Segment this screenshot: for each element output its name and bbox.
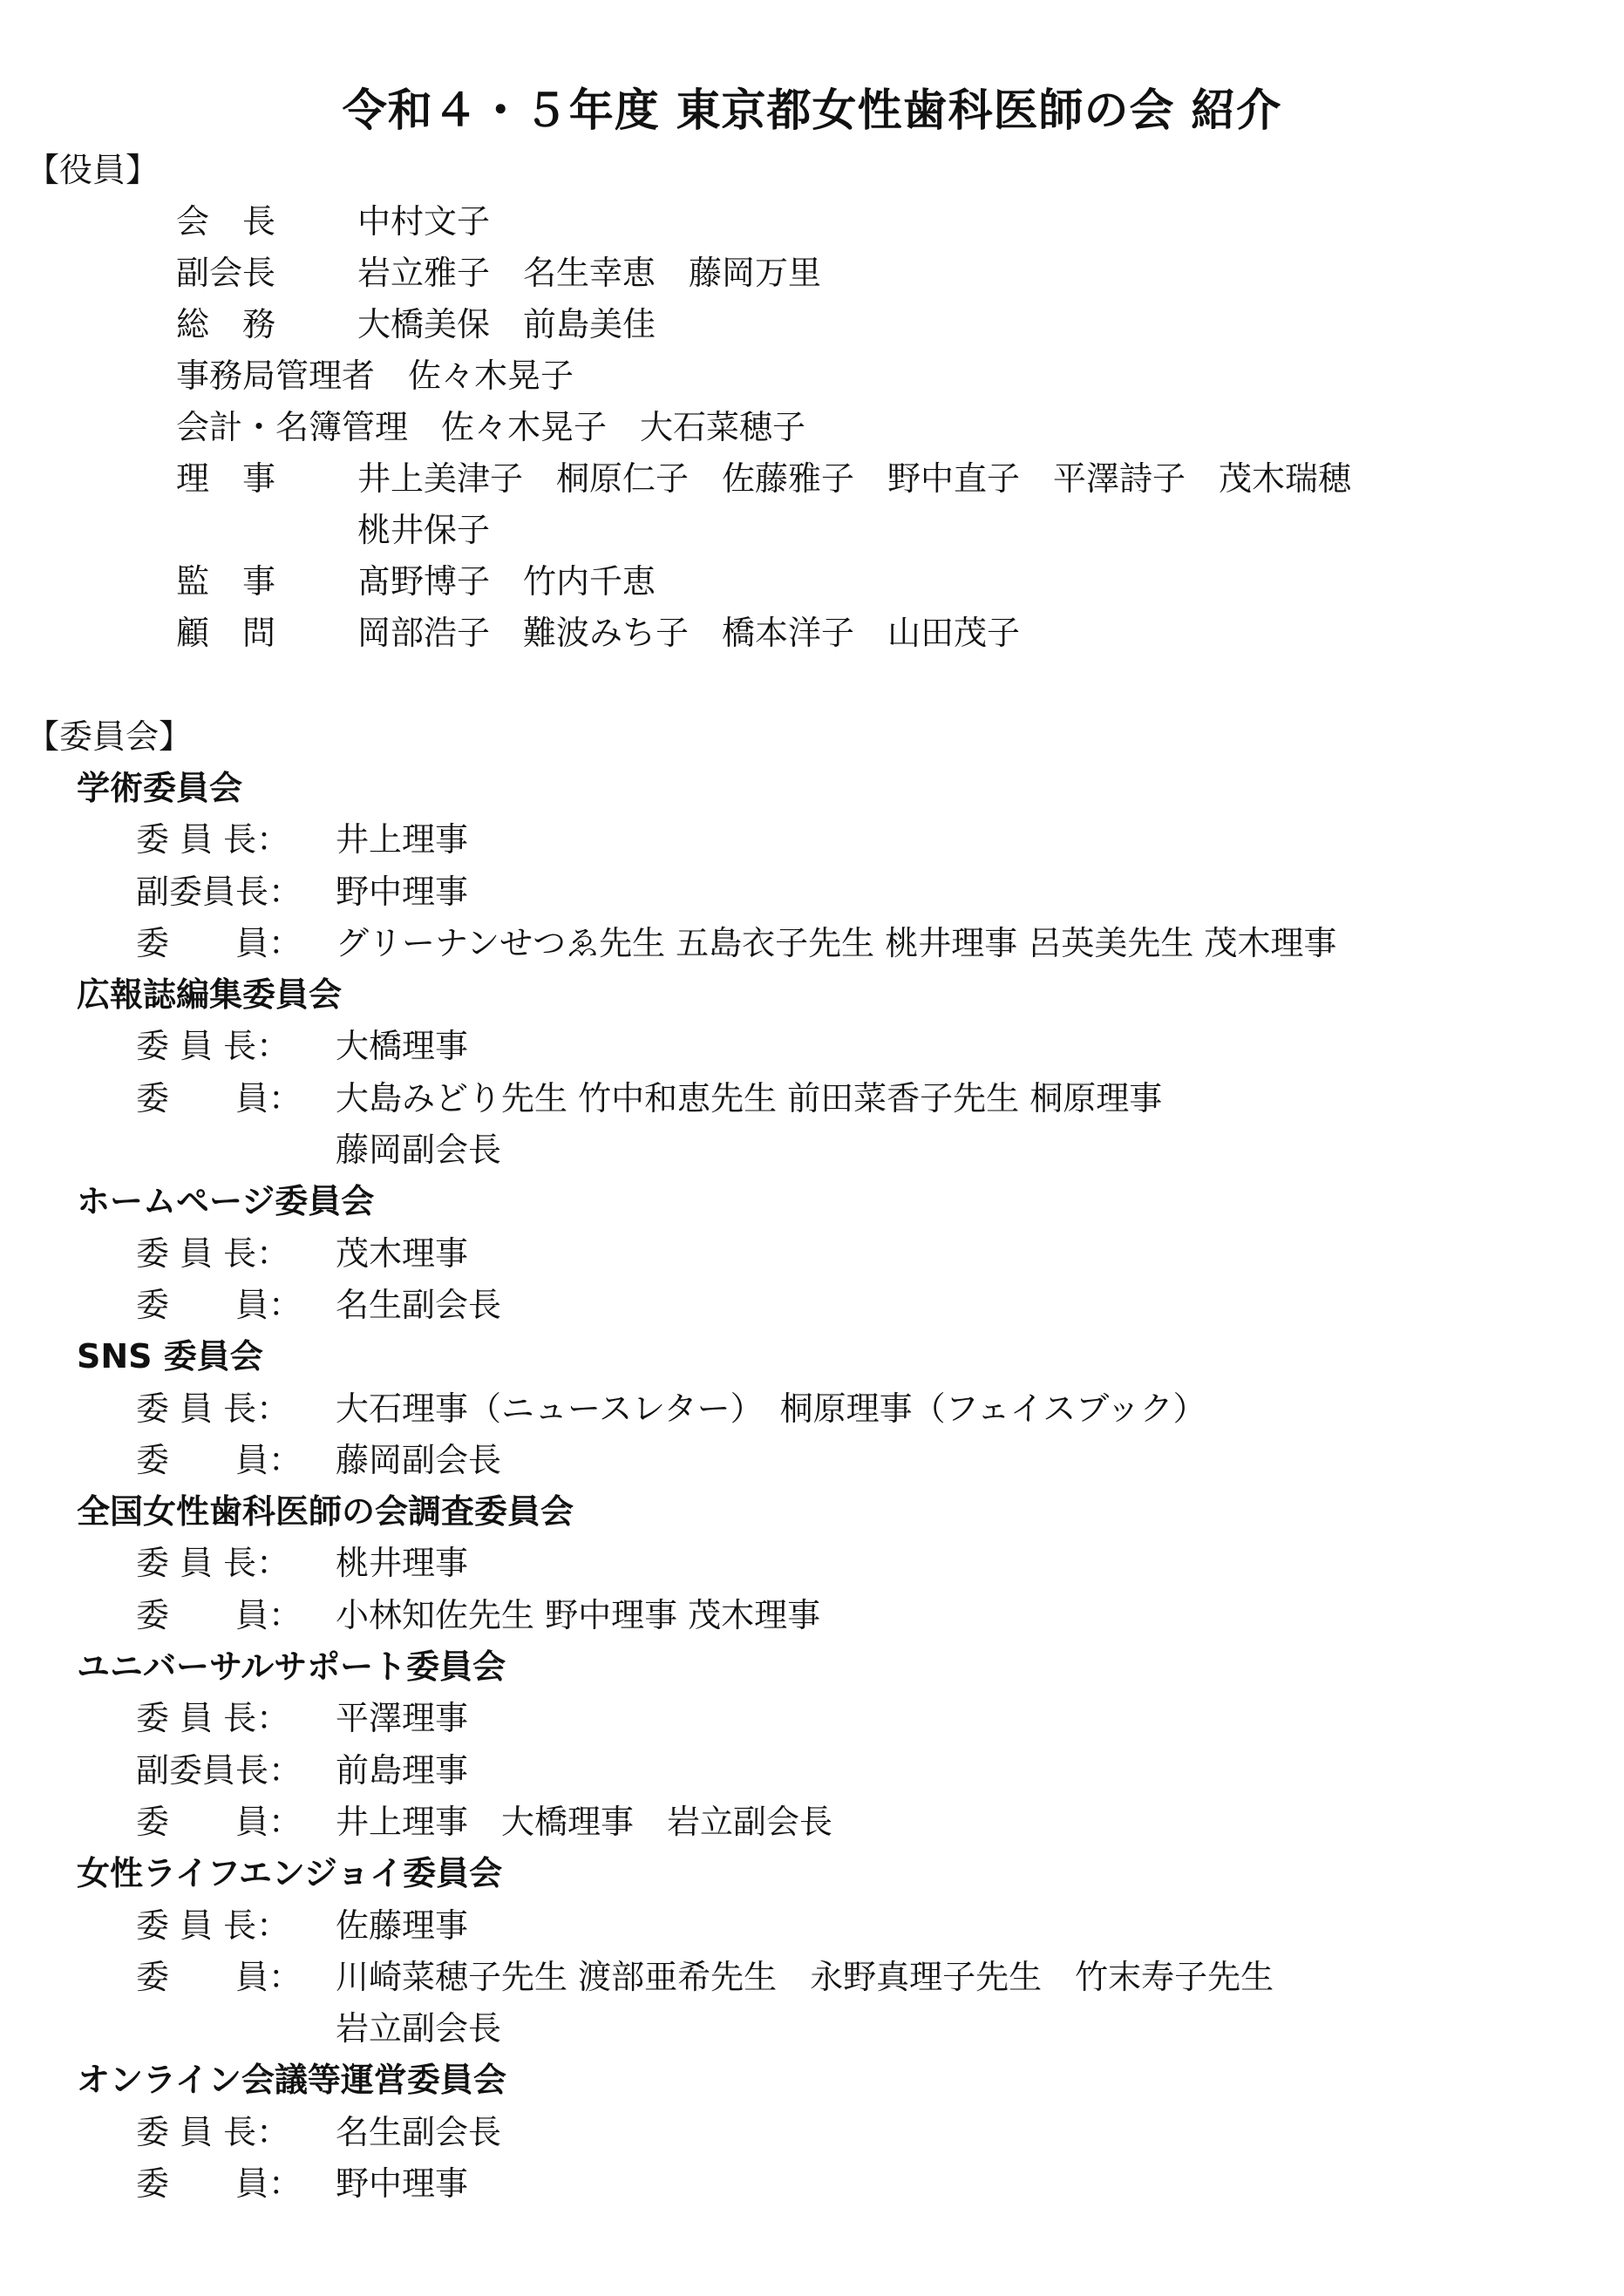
committee-name: 学術委員会 bbox=[77, 769, 243, 807]
committee-name: ホームページ委員会 bbox=[77, 1182, 375, 1221]
member-role: 委 員： bbox=[136, 1802, 302, 1841]
committee-name: SNS 委員会 bbox=[77, 1337, 263, 1376]
member-row bbox=[77, 814, 574, 866]
member-names: 岩立副会長 bbox=[336, 2009, 502, 2048]
member-names: 茂木理事 bbox=[336, 1233, 469, 1273]
member-role: 委 員 長： bbox=[136, 1544, 290, 1583]
member-names: 野中理事 bbox=[336, 2164, 469, 2204]
member-names: 藤岡副会長 bbox=[336, 1440, 502, 1479]
member-row bbox=[77, 1797, 833, 1848]
member-names: グリーナンせつゑ先生 五島衣子先生 桃井理事 呂英美先生 茂木理事 bbox=[336, 923, 1337, 962]
member-names: 藤岡副会長 bbox=[336, 1131, 502, 1170]
member-row bbox=[77, 1280, 574, 1331]
member-names: 大橋理事 bbox=[336, 1027, 469, 1066]
member-row bbox=[77, 1590, 821, 1641]
member-role: 副委員長： bbox=[136, 872, 302, 911]
committee-name: ユニバーサルサポート委員会 bbox=[77, 1647, 506, 1687]
committee-section bbox=[77, 969, 1163, 1176]
member-names: 大石理事（ニュースレター） 桐原理事（フェイスブック） bbox=[336, 1389, 1206, 1428]
member-names: 名生副会長 bbox=[336, 1285, 502, 1324]
member-row bbox=[77, 2158, 574, 2210]
member-role: 委 員 長： bbox=[136, 820, 290, 859]
officer-names: 中村文子 bbox=[357, 202, 491, 241]
member-row bbox=[77, 1073, 1163, 1124]
officers-heading: 【役員】 bbox=[26, 151, 160, 189]
officer-names: 桃井保子 bbox=[357, 511, 491, 549]
member-row bbox=[77, 1435, 574, 1486]
committee-section bbox=[77, 1331, 1206, 1486]
officer-names: 髙野博子 竹内千恵 bbox=[357, 562, 656, 601]
officer-role: 会 長 bbox=[176, 202, 276, 241]
member-names: 大島みどり先生 竹中和恵先生 前田菜香子先生 桐原理事 bbox=[336, 1078, 1163, 1117]
member-names: 平澤理事 bbox=[336, 1699, 469, 1738]
member-role: 副委員長： bbox=[136, 1750, 302, 1790]
officer-role: 理 事 bbox=[176, 459, 276, 498]
member-role: 委 員 長： bbox=[136, 1905, 290, 1945]
member-role: 委 員： bbox=[136, 1440, 302, 1479]
committee-section bbox=[77, 1486, 821, 1641]
member-role: 委 員 長： bbox=[136, 2112, 290, 2151]
committee-section bbox=[77, 1641, 833, 1848]
member-row bbox=[77, 1900, 574, 1952]
member-row bbox=[77, 1383, 1206, 1435]
officer-names: 大橋美保 前島美佳 bbox=[357, 305, 656, 343]
member-role: 委 員： bbox=[136, 923, 302, 962]
member-names: 川崎菜穂子先生 渡部亜希先生 永野真理子先生 竹末寿子先生 bbox=[336, 1957, 1274, 1996]
committees-list bbox=[77, 763, 1337, 2210]
officer-role: 顧 問 bbox=[176, 614, 276, 652]
member-row bbox=[77, 1745, 574, 1797]
officer-names: 岡部浩子 難波みち子 橋本洋子 山田茂子 bbox=[357, 614, 1021, 652]
member-row bbox=[77, 1693, 574, 1744]
member-row bbox=[77, 1538, 574, 1589]
member-row bbox=[77, 866, 574, 918]
committee-section bbox=[77, 1176, 574, 1331]
officer-role: 副会長 bbox=[176, 254, 276, 292]
member-row bbox=[77, 1124, 574, 1176]
officer-role: 総 務 bbox=[176, 305, 276, 343]
member-row bbox=[77, 918, 1337, 969]
member-names: 井上理事 bbox=[336, 820, 469, 859]
member-names: 小林知佐先生 野中理事 茂木理事 bbox=[336, 1595, 821, 1634]
member-role: 委 員： bbox=[136, 1595, 302, 1634]
member-row bbox=[77, 1021, 574, 1072]
committee-section bbox=[77, 763, 1337, 969]
officer-names: 岩立雅子 名生幸恵 藤岡万里 bbox=[357, 254, 822, 292]
member-names: 野中理事 bbox=[336, 872, 469, 911]
committee-section bbox=[77, 2055, 574, 2210]
member-names: 前島理事 bbox=[336, 1750, 469, 1790]
member-role: 委 員 長： bbox=[136, 1027, 290, 1066]
member-role: 委 員 長： bbox=[136, 1233, 290, 1273]
officer-names: 事務局管理者 佐々木晃子 bbox=[176, 357, 574, 395]
member-names: 名生副会長 bbox=[336, 2112, 502, 2151]
officer-role: 監 事 bbox=[176, 562, 276, 601]
member-row bbox=[77, 2107, 574, 2158]
member-row bbox=[77, 1228, 574, 1280]
member-role: 委 員： bbox=[136, 2164, 302, 2204]
member-row bbox=[77, 1952, 1274, 2003]
committee-name: オンライン会議等運営委員会 bbox=[77, 2061, 506, 2100]
committee-section bbox=[77, 1848, 1274, 2055]
page-title: 令和４・５年度 東京都女性歯科医師の会 紹介 bbox=[342, 85, 1282, 137]
member-names: 桃井理事 bbox=[336, 1544, 469, 1583]
member-role: 委 員 長： bbox=[136, 1699, 290, 1738]
member-names: 佐藤理事 bbox=[336, 1905, 469, 1945]
member-role: 委 員 長： bbox=[136, 1389, 290, 1428]
committees-heading: 【委員会】 bbox=[26, 717, 193, 756]
officer-names: 会計・名簿管理 佐々木晃子 大石菜穂子 bbox=[176, 408, 806, 446]
officer-names: 井上美津子 桐原仁子 佐藤雅子 野中直子 平澤詩子 茂木瑞穂 bbox=[357, 459, 1352, 498]
member-row bbox=[77, 2003, 574, 2055]
committee-name: 全国女性歯科医師の会調査委員会 bbox=[77, 1492, 574, 1532]
member-role: 委 員： bbox=[136, 1285, 302, 1324]
member-role: 委 員： bbox=[136, 1078, 302, 1117]
committee-name: 女性ライフエンジョイ委員会 bbox=[77, 1854, 503, 1893]
member-names: 井上理事 大橋理事 岩立副会長 bbox=[336, 1802, 833, 1841]
member-role: 委 員： bbox=[136, 1957, 302, 1996]
committee-name: 広報誌編集委員会 bbox=[77, 975, 343, 1015]
